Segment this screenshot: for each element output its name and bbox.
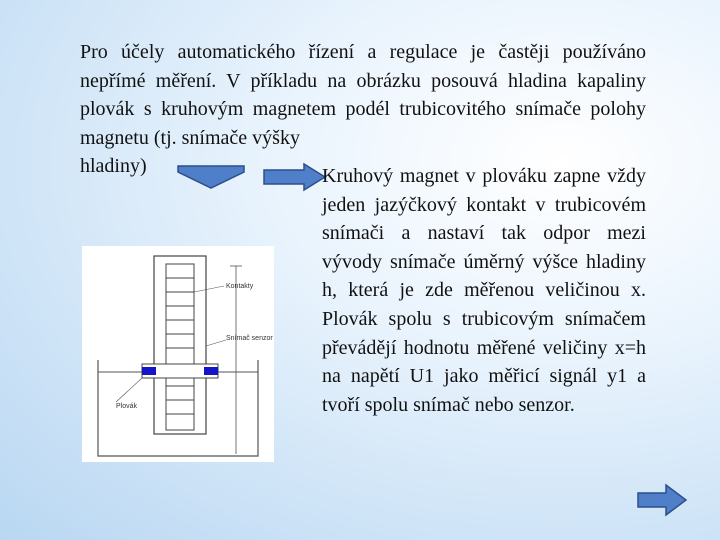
right-paragraph: Kruhový magnet v plováku zapne vždy jeden jazýčkový kontakt v trubicovém snímači a nastaví tak odpor mezi vývody snímače úměrný výšce hladiny h, která je zde měřenou veličinou x. Plovák spolu s trubicovým snímačem převádějí hodnotu měřené veličiny x=h na napětí U1 jako měřicí signál y1 a tvoří spolu snímač nebo senzor. xyxy=(322,165,646,416)
magnet-left xyxy=(142,367,156,375)
down-arrow-icon xyxy=(176,164,246,190)
main-paragraph: Pro účely automatického řízení a regulace je častěji používáno nepřímé měření. V příkladu na obrázku posouvá hladina kapaliny plovák s kruhovým magnetem podél trubicovitého snímače polohy magnetu (tj. snímače výšky xyxy=(80,41,646,149)
main-paragraph-end: hladiny) xyxy=(80,155,147,177)
label-contacts: Kontakty xyxy=(226,283,254,290)
next-slide-arrow-icon[interactable] xyxy=(636,482,688,518)
level-sensor-diagram xyxy=(82,246,274,462)
magnet-right xyxy=(204,367,218,375)
right-arrow-icon xyxy=(262,162,328,192)
label-sensor: Snímač senzor xyxy=(226,335,273,342)
label-float: Plovák xyxy=(116,403,138,410)
